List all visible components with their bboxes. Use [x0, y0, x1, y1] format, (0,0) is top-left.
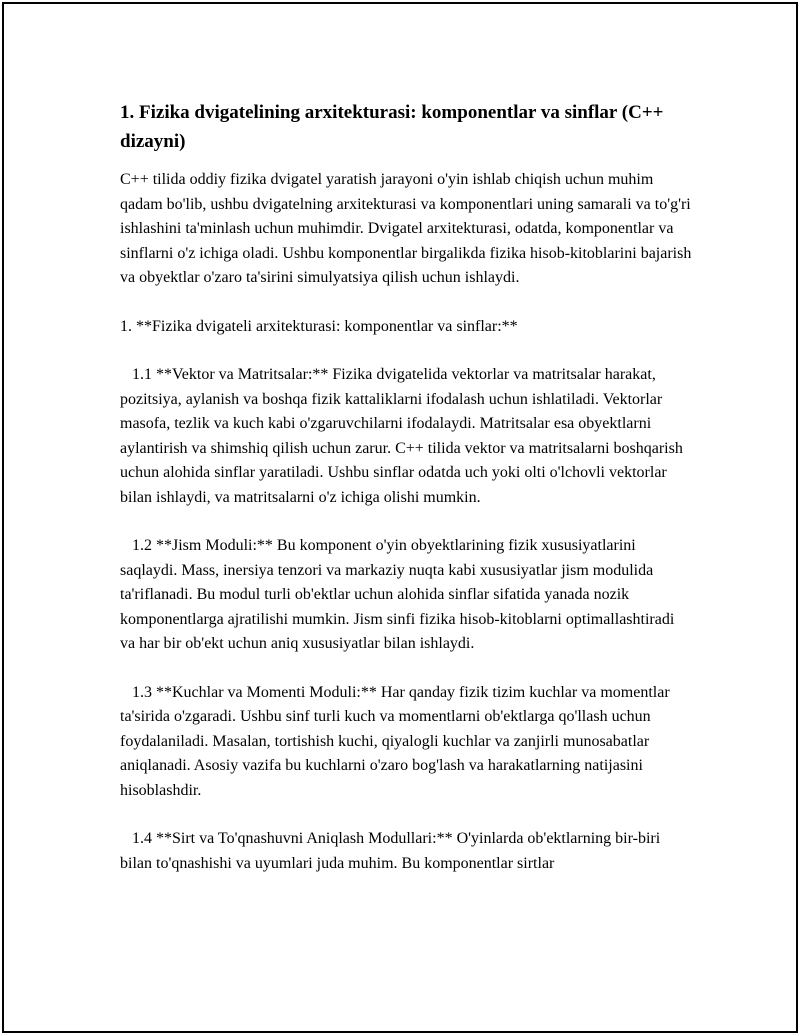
section-heading: 1. **Fizika dvigateli arxitekturasi: komponentlar va sinflar:**	[120, 317, 518, 335]
subsection-forces-moments: 1.3 **Kuchlar va Momenti Moduli:** Har qanday fizik tizim kuchlar va momentlar ta'sirida o'zgaradi. Ushbu sinf turli kuch va momentlarni ob'ektlarga qo'llash uchun foydalaniladi. Masalan, tortishish kuchi, qiyalogli kuchlar va zanjirli munosabatlar aniqlanadi. Asosiy vazifa bu kuchlarni o'zaro bog'lash va harakatlarning natijasini hisoblashdir.	[120, 683, 674, 799]
page-frame	[2, 2, 798, 1033]
document-body	[120, 98, 692, 900]
subsection-body-module: 1.2 **Jism Moduli:** Bu komponent o'yin obyektlarining fizik xususiyatlarini saqlaydi. Mass, inersiya tenzori va markaziy nuqta kabi xususiyatlar jism modulida ta'riflanadi. Bu modul turli ob'ektlar uchun alohida sinflar sifatida yanada nozik komponentlarga ajratilishi mumkin. Jism sinfi fizika hisob-kitoblarni optimallashtiradi va har bir ob'ekt uchun aniq xususiyatlar bilan ishlaydi.	[120, 537, 679, 652]
intro-paragraph: C++ tilida oddiy fizika dvigatel yaratish jarayoni o'yin ishlab chiqish uchun muhim qadam bo'lib, ushbu dvigatelning arxitekturasi va komponentlari uning samarali va to'g'ri ishlashini ta'minlash uchun muhimdir. Dvigatel arxitekturasi, odatda, komponentlar va sinflarni o'z ichiga oladi. Ushbu komponentlar birgalikda fizika hisob-kitoblarini bajarish va obyektlar o'zaro ta'sirini simulyatsiya qilish uchun ishlaydi.	[120, 171, 692, 286]
subsection-vectors-matrices: 1.1 **Vektor va Matritsalar:** Fizika dvigatelida vektorlar va matritsalar harakat, pozitsiya, aylanish va boshqa fizik kattaliklarni ifodalash uchun ishlatiladi. Vektorlar masofa, tezlik va kuch kabi o'zgaruvchilarni ifodalaydi. Matritsalar esa obyektlarni aylantirish va shimshiq qilish uchun zarur. C++ tilida vektor va matritsalarni boshqarish uchun alohida sinflar yaratiladi. Ushbu sinflar odatda uch yoki olti o'lchovli vektorlar bilan ishlaydi, va matritsalarni o'z ichiga olishi mumkin.	[120, 366, 687, 506]
document-title: 1. Fizika dvigatelining arxitekturasi: komponentlar va sinflar (C++ dizayni)	[120, 102, 664, 152]
subsection-collision-detection: 1.4 **Sirt va To'qnashuvni Aniqlash Modullari:** O'yinlarda ob'ektlarning bir-biri bilan to'qnashishi va uyumlari juda muhim. Bu komponentlar sirtlar	[120, 830, 665, 872]
